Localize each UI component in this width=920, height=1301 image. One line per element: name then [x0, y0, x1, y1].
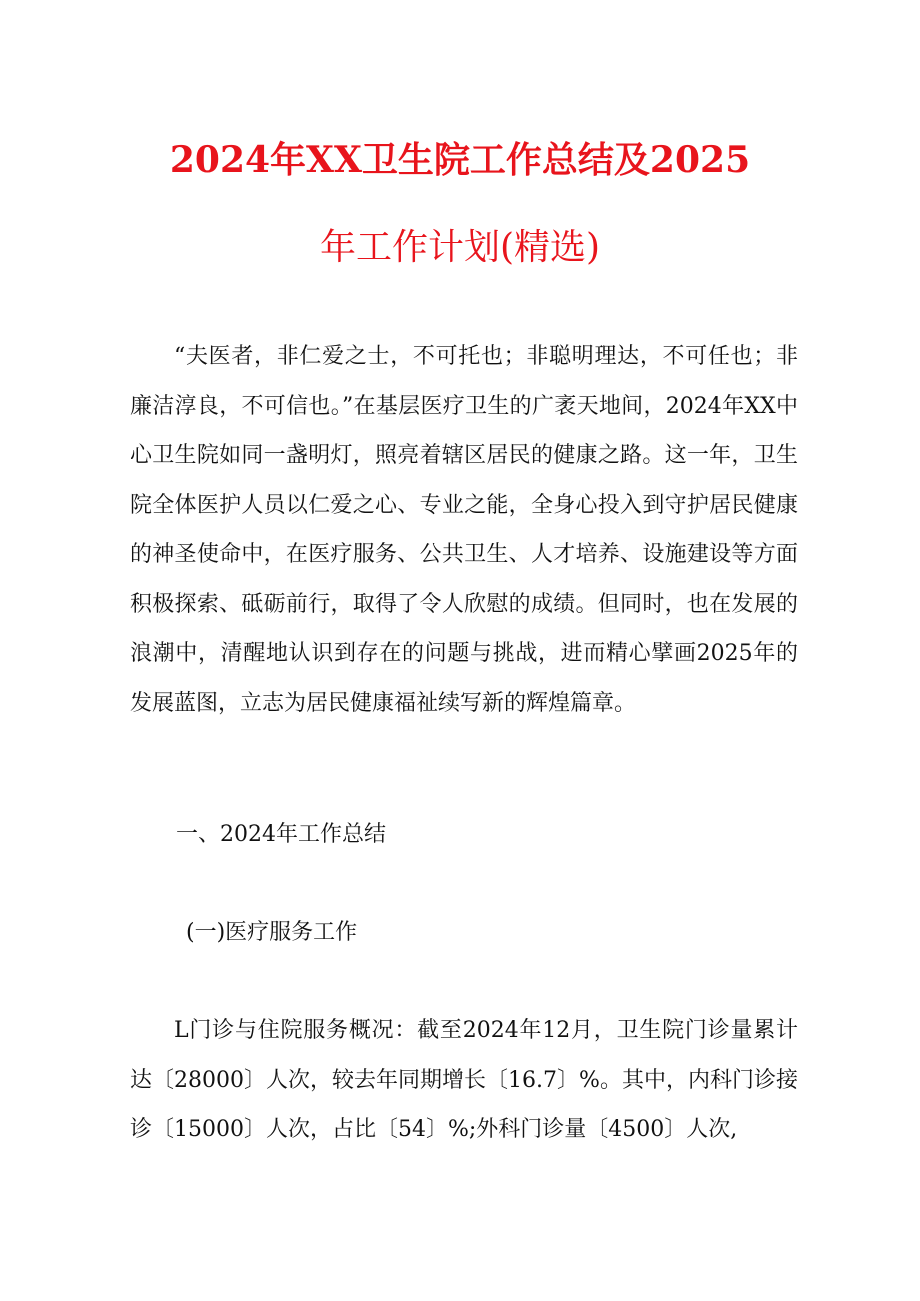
document-title-line-1: 2024年XX卫生院工作总结及2025: [169, 139, 751, 181]
section-heading-2024-summary: 一、2024年工作总结: [176, 822, 386, 847]
body-paragraph-outpatient-inpatient: L门诊与住院服务概况：截至2024年12月，卫生院门诊量累计达〔28000〕人次，较去年同期增长〔16.7〕%。其中，内科门诊接诊〔15000〕人次，占比〔54〕%;外科门诊量〔4500〕人次,: [130, 1018, 798, 1142]
intro-paragraph: “夫医者，非仁爱之士，不可托也；非聪明理达，不可任也；非廉洁淳良，不可信也。”在基层医疗卫生的广袤天地间，2024年XX中心卫生院如同一盏明灯，照亮着辖区居民的健康之路。这一年，卫生院全体医护人员以仁爱之心、专业之能，全身心投入到守护居民健康的神圣使命中，在医疗服务、公共卫生、人才培养、设施建设等方面积极探索、砥砺前行，取得了令人欣慰的成绩。但同时，也在发展的浪潮中，清醒地认识到存在的问题与挑战，进而精心擘画2025年的发展蓝图，立志为居民健康福祉续写新的辉煌篇章。: [130, 344, 798, 716]
document-title-line-2: 年工作计划(精选): [319, 227, 601, 268]
subsection-heading-medical-service: (一)医疗服务工作: [186, 920, 358, 945]
